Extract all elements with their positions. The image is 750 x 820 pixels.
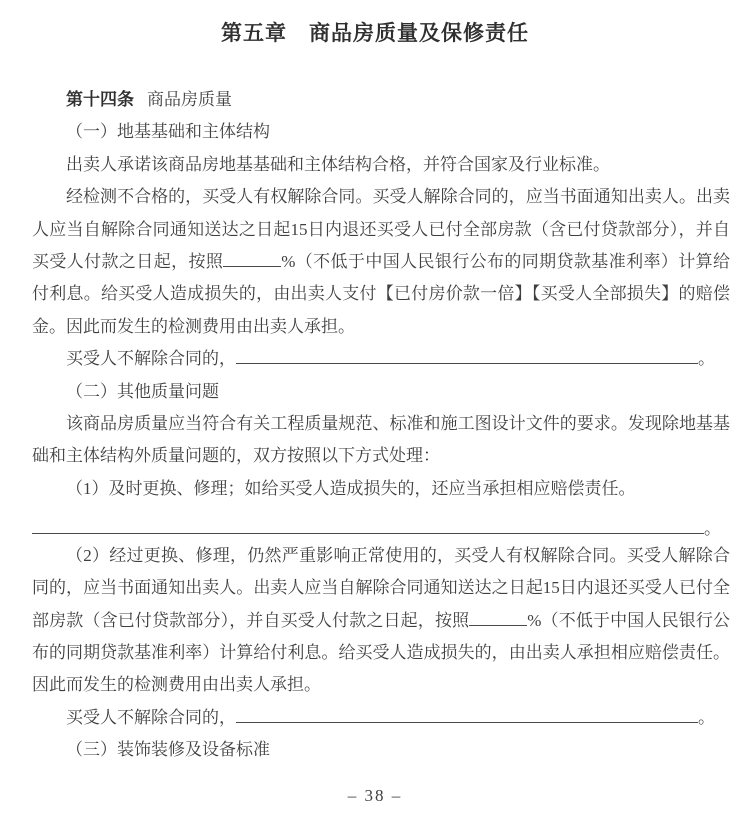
paragraph: [32, 540, 730, 702]
fill-in-blank: [236, 709, 698, 723]
paragraph: [32, 702, 730, 734]
chapter-title: 第五章 商品房质量及保修责任: [221, 22, 529, 45]
contract-body: [0, 84, 750, 767]
text-run: %（不低于中国人民银行公布的同期贷款基准利率）计算给付利息。给买受人造成损失的，由出卖人承担相应赔偿责任。因此而发生的检测费用由出卖人承担。: [32, 610, 730, 695]
text-run: 该商品房质量应当符合有关工程质量规范、标准和施工图设计文件的要求。发现除地基基础和主体结构外质量问题的，双方按照以下方式处理：: [32, 414, 730, 466]
paragraph: [32, 149, 730, 181]
text-run: %（不低于中国人民银行公布的同期贷款基准利率）计算给付利息。给买受人造成损失的，由出卖人支付【已付房价款一倍】【买受人全部损失】的赔偿金。因此而发生的检测费用由出卖人承担。: [32, 252, 730, 336]
text-run: （1）及时更换、修理；如给买受人造成损失的，还应当承担相应赔偿责任。: [66, 478, 636, 498]
section-heading: （一）地基基础和主体结构: [66, 122, 270, 142]
fill-in-blank: [223, 253, 281, 267]
fill-in-blank: [236, 350, 698, 364]
text-run: 经检测不合格的，买受人有权解除合同。买受人解除合同的，应当书面通知出卖人。出卖人应当自解除合同通知送达之日起15日内退还买受人已付全部房款（含已付贷款部分），并自买受人付款之日起，按照: [32, 187, 730, 272]
section-heading: （三）装饰装修及设备标准: [66, 740, 270, 760]
page-number: – 38 –: [347, 786, 403, 805]
text-run: 买受人不解除合同的，: [66, 349, 236, 369]
clause-heading: [32, 84, 730, 116]
text-run: 。: [698, 349, 715, 369]
fill-in-blank: [32, 520, 704, 534]
fill-in-blank: [469, 612, 527, 626]
paragraph: [32, 343, 730, 375]
clause-number: 第十四条: [66, 90, 134, 109]
paragraph: [32, 181, 730, 343]
paragraph: [32, 473, 730, 505]
section-heading: （二）其他质量问题: [66, 381, 219, 401]
text-run: 买受人不解除合同的，: [66, 707, 236, 727]
clause-title: 商品房质量: [147, 90, 232, 109]
text-run: （2）经过更换、修理，仍然严重影响正常使用的，买受人有权解除合同。买受人解除合同的，应当书面通知出卖人。出卖人应当自解除合同通知送达之日起15日内退还买受人已付全部房款（含已付贷款部分），并自买受人付款之日起，按照: [32, 545, 730, 630]
text-run: 出卖人承诺该商品房地基基础和主体结构合格，并符合国家及行业标准。: [66, 154, 610, 174]
paragraph: [32, 408, 730, 473]
text-run: 。: [704, 519, 721, 539]
text-run: 。: [698, 707, 715, 727]
